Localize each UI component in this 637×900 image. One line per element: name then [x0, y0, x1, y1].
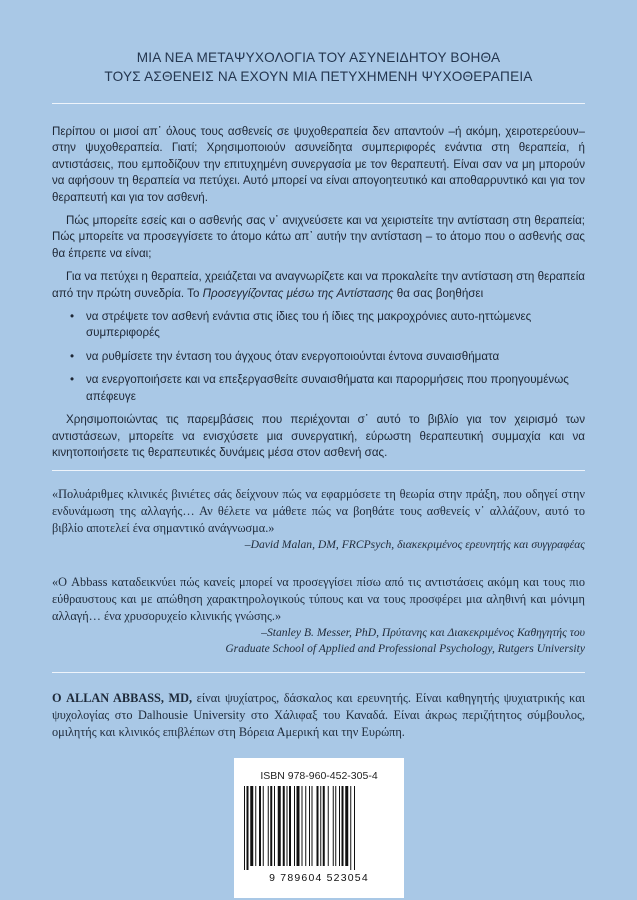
- paragraph-3-lead: Για να πετύχει η θεραπεία, χρειάζεται να αναγνωρίζετε και να προκαλείτε την αντίσταση στη θεραπεία από την πρώτη συνεδρία. Το: [52, 270, 585, 300]
- quote-attribution: –Stanley B. Messer, PhD, Πρύτανης και Διακεκριμένος Καθηγητής του: [261, 626, 585, 639]
- quote-messer: [52, 574, 585, 657]
- barcode-bar: [283, 786, 285, 866]
- barcode-bar: [309, 786, 310, 866]
- barcode-bar: [345, 786, 348, 866]
- quote-text: «Πολυάριθμες κλινικές βινιέτες σάς δείχνουν πώς να εφαρμόσετε τη θεωρία στην πράξη, που οδηγεί στην ενδυνάμωση της αλλαγής… Αν θέλετε να μάθετε πώς να βοηθάτε τους ασθενείς ν᾽ αλλάζουν, αυτό το βιβλίο αποτελεί ένα σημαντικό ανάγνωσμα.»: [52, 487, 585, 535]
- quote-attribution-affiliation: Graduate School of Applied and Professional Psychology, Rutgers University: [225, 642, 585, 655]
- barcode-bar: [270, 786, 272, 866]
- barcode-bars: [242, 786, 396, 870]
- author-name: Ο ALLAN ABBASS, MD,: [52, 691, 193, 705]
- barcode-digits: 9 789604 523054: [269, 872, 369, 884]
- barcode-bar: [297, 786, 300, 866]
- bullet-icon: •: [70, 310, 75, 324]
- barcode-bar: [259, 786, 261, 866]
- barcode-bar: [247, 786, 249, 870]
- isbn-label: ISBN 978-960-452-305-4: [260, 770, 378, 782]
- list-item-text: να ενεργοποιήσετε και να επεξεργασθείτε συναισθήματα και παρορμήσεις που προηγουμένως απέφευγε: [86, 373, 569, 403]
- barcode-bar: [342, 786, 344, 866]
- divider-middle: [52, 470, 585, 471]
- list-item: [52, 349, 585, 365]
- barcode-bar: [317, 786, 319, 866]
- barcode-bar: [255, 786, 256, 866]
- barcode-bar: [305, 786, 306, 866]
- description-paragraph-4: Χρησιμοποιώντας τις παρεμβάσεις που περιέχονται σ᾽ αυτό το βιβλίο για τον χειρισμό των αντιστάσεων, μπορείτε να ενισχύσετε μια συνεργατική, εύρωστη θεραπευτική συμμαχία και να κινητοποιήσετε τις θεραπευτικές δυνάμεις μέσα στον ασθενή σας.: [52, 413, 585, 459]
- barcode-bar: [339, 786, 340, 866]
- headline-line-1: ΜΙΑ ΝΕΑ ΜΕΤΑΨΥΧΟΛΟΓΙΑ ΤΟΥ ΑΣΥΝΕΙΔΗΤΟΥ ΒΟΗΘΑ: [136, 50, 501, 65]
- barcode-bar: [250, 786, 253, 866]
- list-item: [52, 372, 585, 405]
- divider-top: [52, 103, 585, 104]
- barcode-bar: [302, 786, 303, 866]
- barcode-bar: [287, 786, 288, 866]
- barcode-bar: [263, 786, 264, 866]
- barcode-bar: [278, 786, 281, 866]
- quote-attribution: –David Malan, DM, FRCPsych, διακεκριμένος ερευνητής και συγγραφέας: [244, 538, 585, 551]
- divider-lower: [52, 672, 585, 673]
- barcode-bar: [289, 786, 291, 866]
- description-paragraph-3: [52, 269, 585, 302]
- barcode-bar: [274, 786, 275, 866]
- barcode-bar: [335, 786, 336, 866]
- barcode-bar: [312, 786, 313, 866]
- bullet-icon: •: [70, 373, 75, 387]
- barcode-bar: [268, 786, 269, 866]
- barcode-bar: [333, 786, 334, 866]
- quote-malan: [52, 486, 585, 553]
- list-item-text: να ρυθμίσετε την ένταση του άγχους όταν ενεργοποιούνται έντονα συναισθήματα: [86, 349, 500, 363]
- paragraph-3-tail: θα σας βοηθήσει: [393, 286, 484, 300]
- description-paragraph-1: Περίπου οι μισοί απ᾽ όλους τους ασθενείς σε ψυχοθεραπεία δεν απαντούν –ή ακόμη, χειροτερεύουν– στην ψυχοθεραπεία. Γιατί; Χρησιμοποιούν ασυνείδητα συμπεριφορές ενάντια στη θεραπεία, ή αντιστάσεις, που εμποδίζουν την επιτυχημένη συνεργασία με τον θεραπευτή. Είναι σαν να μη μπορούν να αφήσουν τη θεραπεία να πετύχει. Αυτό μπορεί να είναι απογοητευτικό και αποθαρρυντικό και για τον θεραπευτή και για τον ασθενή.: [52, 125, 585, 204]
- author-bio-text: είναι ψυχίατρος, δάσκαλος και ερευνητής. Είναι καθηγητής ψυχιατρικής και ψυχολογίας στο Dalhousie University στο Χάλιφαξ του Καναδά. Είναι άκρως περιζήτητος σύμβουλος, ομιλητής και κλινικός επιβλέπων στη Βόρεια Αμερική και την Ευρώπη.: [52, 691, 586, 739]
- barcode-bar: [328, 786, 329, 866]
- book-title-italic: Προσεγγίζοντας μέσω της Αντίστασης: [202, 286, 394, 300]
- list-item: [52, 309, 585, 342]
- isbn-barcode: [234, 758, 404, 898]
- barcode-bar: [354, 786, 355, 870]
- barcode-bar: [294, 786, 295, 866]
- author-bio: [52, 690, 585, 741]
- barcode-bar: [323, 786, 325, 866]
- headline: [40, 48, 597, 86]
- barcode-bar: [320, 786, 321, 866]
- quote-text: «Ο Abbass καταδεικνύει πώς κανείς μπορεί να προσεγγίσει πίσω από τις αντιστάσεις ακόμη και τους πιο εύθραυστους και με απώθηση χαρακτηρολογικούς τύπους και να τους προσφέρει μια αληθινή και μόνιμη αλλαγή… ένα χρυσορυχείο κλινικής γνώσης.»: [52, 575, 585, 623]
- headline-line-2: ΤΟΥΣ ΑΣΘΕΝΕΙΣ ΝΑ ΕΧΟΥΝ ΜΙΑ ΠΕΤΥΧΗΜΕΝΗ ΨΥΧΟΘΕΡΑΠΕΙΑ: [104, 69, 533, 84]
- benefits-list: [52, 309, 585, 405]
- description: [52, 124, 585, 468]
- bullet-icon: •: [70, 349, 75, 363]
- barcode-bar: [350, 786, 351, 870]
- description-paragraph-2: Πώς μπορείτε εσείς και ο ασθενής σας ν᾽ ανιχνεύσετε και να χειριστείτε την αντίσταση στη θεραπεία; Πώς μπορείτε να προσεγγίσετε το άτομο κάτω απ᾽ αυτήν την αντίσταση – το άτομο που ο ασθενής σας θα έπρεπε να είναι;: [52, 214, 585, 260]
- barcode-bar: [244, 786, 245, 870]
- list-item-text: να στρέψετε τον ασθενή ενάντια στις ίδιες του ή ίδιες της μακροχρόνιες αυτο-ηττώμενες συμπεριφορές: [86, 310, 532, 340]
